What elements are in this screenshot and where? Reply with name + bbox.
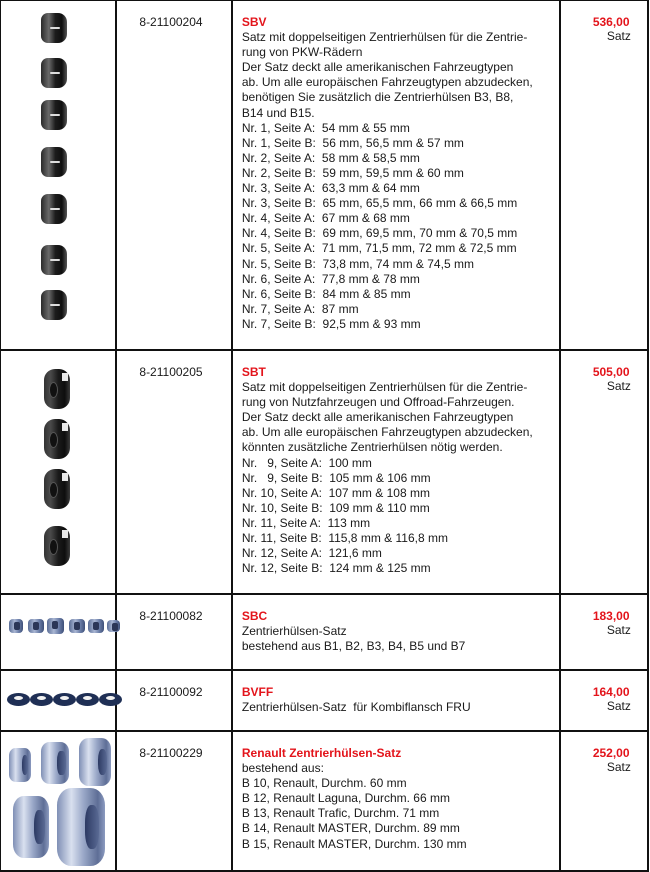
description-line: Satz mit doppelseitigen Zentrierhülsen für die Zentrie- <box>241 30 528 45</box>
description-line: Nr. 4, Seite A: 67 mm & 68 mm <box>241 211 410 226</box>
description-line: benötigen Sie zusätzlich die Zentrierhülsen B3, B8, <box>241 90 514 105</box>
price-amount: 252,00 <box>592 746 630 760</box>
description-line: Nr. 1, Seite B: 56 mm, 56,5 mm & 57 mm <box>241 135 464 150</box>
price-amount: 164,00 <box>592 685 630 699</box>
price-amount: 536,00 <box>592 15 630 29</box>
description-line: Nr. 6, Seite B: 84 mm & 85 mm <box>241 286 411 301</box>
description-line: B 14, Renault MASTER, Durchm. 89 mm <box>241 821 460 836</box>
description-line: Nr. 12, Seite B: 124 mm & 125 mm <box>241 561 431 576</box>
product-title: BVFF <box>241 685 274 699</box>
description-lines <box>242 380 551 576</box>
black-centering-disks-image <box>1 351 115 589</box>
article-number: 8-21100229 <box>116 731 232 871</box>
description-line: Nr. 7, Seite B: 92,5 mm & 93 mm <box>241 316 421 331</box>
price-cell <box>560 594 648 670</box>
product-description <box>232 0 560 350</box>
description-line: Nr. 5, Seite A: 71 mm, 71,5 mm, 72 mm & 72,5 mm <box>241 241 517 256</box>
description-line: Zentrierhülsen-Satz für Kombiflansch FRU <box>241 700 471 715</box>
renault-sleeves-image <box>1 732 115 866</box>
article-number: 8-21100082 <box>116 594 232 670</box>
product-description <box>232 731 560 871</box>
product-image-cell <box>0 670 116 731</box>
price-unit: Satz <box>606 760 631 774</box>
price-cell <box>560 350 648 594</box>
description-line: Nr. 2, Seite B: 59 mm, 59,5 mm & 60 mm <box>241 165 464 180</box>
price-unit: Satz <box>606 29 631 43</box>
description-line: B 15, Renault MASTER, Durchm. 130 mm <box>241 836 467 851</box>
table-row <box>0 594 648 670</box>
description-line: Nr. 6, Seite A: 77,8 mm & 78 mm <box>241 271 420 286</box>
description-line: Nr. 11, Seite B: 115,8 mm & 116,8 mm <box>241 531 448 546</box>
description-line: Nr. 1, Seite A: 54 mm & 55 mm <box>241 120 410 135</box>
product-description <box>232 350 560 594</box>
price-cell <box>560 670 648 731</box>
product-title: SBC <box>241 609 268 623</box>
blue-rings-image <box>1 671 115 726</box>
description-line: Nr. 3, Seite A: 63,3 mm & 64 mm <box>241 181 420 196</box>
table-row <box>0 0 648 350</box>
article-number: 8-21100092 <box>116 670 232 731</box>
product-description <box>232 670 560 731</box>
description-line: Zentrierhülsen-Satz <box>241 624 347 639</box>
article-number: 8-21100204 <box>116 0 232 350</box>
description-line: Satz mit doppelseitigen Zentrierhülsen für die Zentrie- <box>241 380 528 395</box>
price-unit: Satz <box>606 699 631 713</box>
description-line: Nr. 11, Seite A: 113 mm <box>241 515 371 530</box>
description-lines <box>242 30 551 332</box>
description-line: Nr. 12, Seite A: 121,6 mm <box>241 546 382 561</box>
product-title: SBT <box>241 365 266 379</box>
description-line: B 13, Renault Trafic, Durchm. 71 mm <box>241 806 440 821</box>
description-lines <box>242 761 551 852</box>
description-line: ab. Um alle europäischen Fahrzeugtypen abzudecken, <box>241 75 533 90</box>
description-line: Nr. 2, Seite A: 58 mm & 58,5 mm <box>241 150 420 165</box>
price-amount: 183,00 <box>592 609 630 623</box>
description-line: Nr. 10, Seite A: 107 mm & 108 mm <box>241 485 430 500</box>
product-title: Renault Zentrierhülsen-Satz <box>241 746 402 760</box>
article-number: 8-21100205 <box>116 350 232 594</box>
description-line: rung von PKW-Rädern <box>241 45 363 60</box>
description-line: Nr. 10, Seite B: 109 mm & 110 mm <box>241 500 430 515</box>
product-image-cell <box>0 731 116 871</box>
description-line: Nr. 7, Seite A: 87 mm <box>241 301 359 316</box>
price-amount: 505,00 <box>592 365 630 379</box>
product-image-cell <box>0 0 116 350</box>
description-line: Nr. 9, Seite A: 100 mm <box>241 455 372 470</box>
price-cell <box>560 731 648 871</box>
table-row <box>0 350 648 594</box>
description-line: ab. Um alle europäischen Fahrzeugtypen abzudecken, <box>241 425 533 440</box>
product-image-cell <box>0 594 116 670</box>
description-line: Der Satz deckt alle amerikanischen Fahrzeugtypen <box>241 410 514 425</box>
description-line: rung von Nutzfahrzeugen und Offroad-Fahrzeugen. <box>241 395 515 410</box>
price-unit: Satz <box>606 379 631 393</box>
price-cell <box>560 0 648 350</box>
description-line: bestehend aus: <box>241 761 324 776</box>
description-line: Nr. 3, Seite B: 65 mm, 65,5 mm, 66 mm & 66,5 mm <box>241 196 518 211</box>
description-line: B 10, Renault, Durchm. 60 mm <box>241 776 407 791</box>
blue-centering-sleeves-image <box>1 595 115 665</box>
price-unit: Satz <box>606 623 631 637</box>
description-line: Der Satz deckt alle amerikanischen Fahrzeugtypen <box>241 60 514 75</box>
description-line: Nr. 5, Seite B: 73,8 mm, 74 mm & 74,5 mm <box>241 256 474 271</box>
black-centering-sleeves-image <box>1 1 115 341</box>
description-line: bestehend aus B1, B2, B3, B4, B5 und B7 <box>241 639 466 654</box>
description-line: könnten zusätzliche Zentrierhülsen nötig werden. <box>241 440 503 455</box>
description-line: B 12, Renault Laguna, Durchm. 66 mm <box>241 791 450 806</box>
description-lines <box>242 700 551 715</box>
product-title: SBV <box>241 15 267 29</box>
description-line: B14 und B15. <box>241 105 315 120</box>
description-lines <box>242 624 551 654</box>
product-image-cell <box>0 350 116 594</box>
table-row <box>0 731 648 871</box>
product-description <box>232 594 560 670</box>
description-line: Nr. 9, Seite B: 105 mm & 106 mm <box>241 470 431 485</box>
description-line: Nr. 4, Seite B: 69 mm, 69,5 mm, 70 mm & 70,5 mm <box>241 226 518 241</box>
table-row <box>0 670 648 731</box>
